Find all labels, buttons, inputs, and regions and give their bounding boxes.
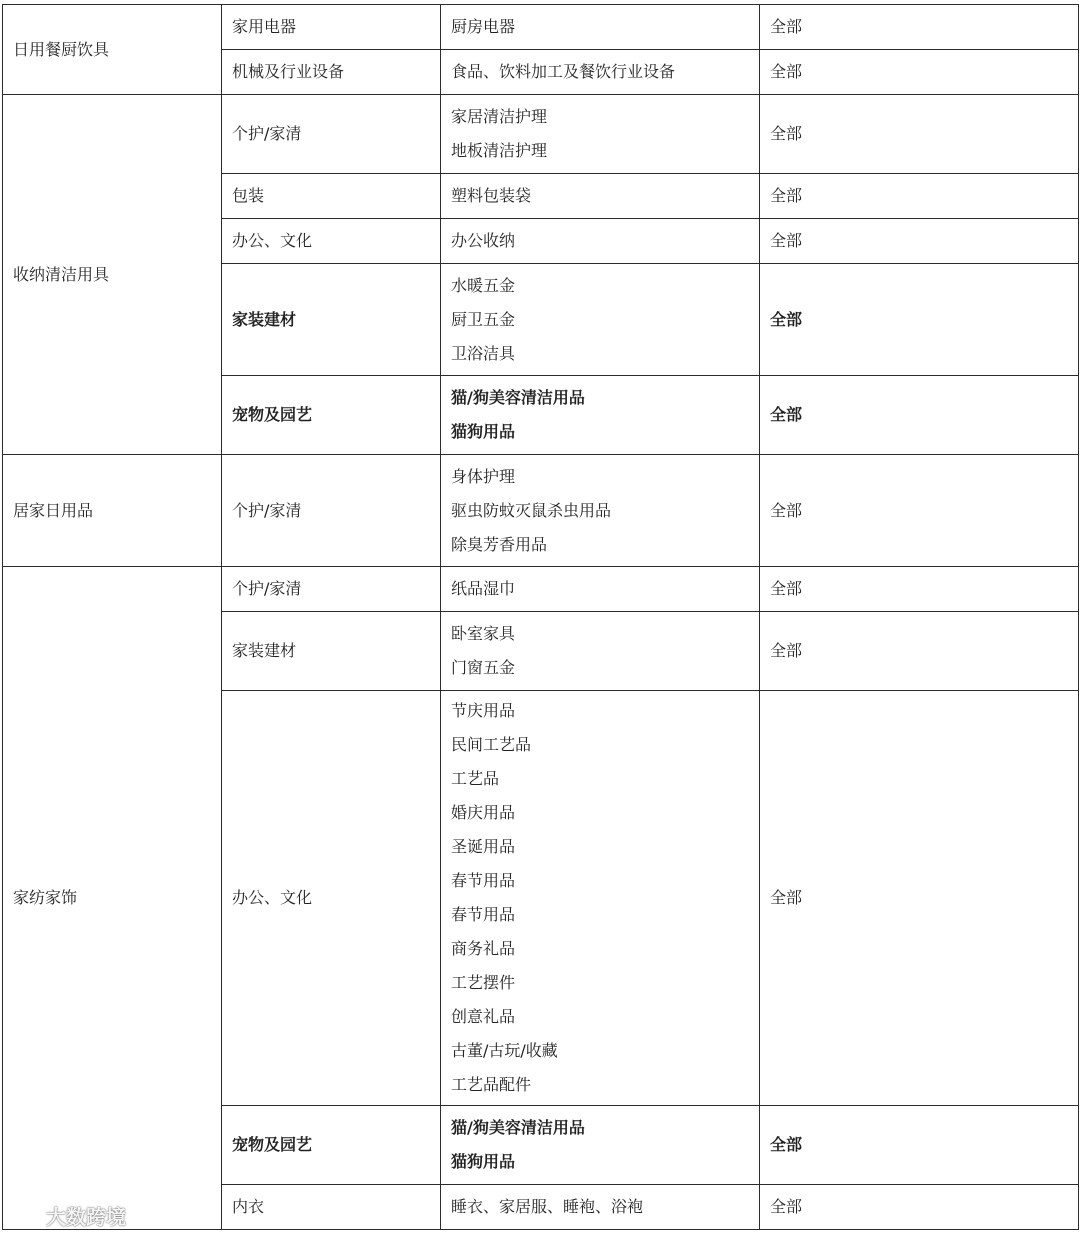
table-row bbox=[3, 5, 1079, 50]
scope-cell bbox=[760, 174, 1079, 219]
item-label: 工艺品配件 bbox=[451, 1075, 532, 1094]
scope-label: 全部 bbox=[770, 231, 803, 250]
subcategory-label: 机械及行业设备 bbox=[232, 62, 345, 81]
scope-cell bbox=[760, 50, 1079, 95]
item-label: 古董/古玩/收藏 bbox=[451, 1041, 558, 1060]
table-row bbox=[3, 95, 1079, 174]
subcategory-label: 包装 bbox=[232, 186, 265, 205]
item-label: 猫狗用品 bbox=[451, 422, 516, 441]
subcategory-cell bbox=[222, 174, 441, 219]
scope-label: 全部 bbox=[770, 309, 803, 329]
scope-cell bbox=[760, 376, 1079, 455]
item-label: 婚庆用品 bbox=[451, 803, 516, 822]
items-cell bbox=[441, 567, 760, 612]
items-cell bbox=[441, 219, 760, 264]
items-cell bbox=[441, 376, 760, 455]
item-label: 春节用品 bbox=[451, 871, 516, 890]
item-label: 水暖五金 bbox=[451, 275, 516, 295]
subcategory-label: 宠物及园艺 bbox=[232, 1135, 313, 1154]
item-label: 创意礼品 bbox=[451, 1007, 516, 1026]
category-cell bbox=[3, 455, 222, 567]
category-label: 家纺家饰 bbox=[13, 888, 78, 907]
scope-label: 全部 bbox=[770, 641, 803, 660]
items-cell bbox=[441, 264, 760, 376]
table-row bbox=[3, 567, 1079, 612]
items-cell bbox=[441, 174, 760, 219]
scope-label: 全部 bbox=[770, 405, 803, 424]
watermark bbox=[10, 1200, 126, 1230]
subcategory-cell bbox=[222, 612, 441, 691]
subcategory-label: 个护/家清 bbox=[232, 579, 302, 598]
subcategory-cell bbox=[222, 95, 441, 174]
subcategory-cell bbox=[222, 376, 441, 455]
scope-cell bbox=[760, 5, 1079, 50]
table-row bbox=[3, 455, 1079, 567]
items-cell bbox=[441, 1106, 760, 1185]
scope-label: 全部 bbox=[770, 1135, 803, 1154]
scope-cell bbox=[760, 691, 1079, 1106]
category-cell bbox=[3, 5, 222, 95]
item-label: 厨房电器 bbox=[451, 17, 516, 36]
items-cell bbox=[441, 95, 760, 174]
items-cell bbox=[441, 455, 760, 567]
item-label: 家居清洁护理 bbox=[451, 107, 548, 126]
item-label: 节庆用品 bbox=[451, 701, 516, 720]
item-label: 纸品湿巾 bbox=[451, 579, 516, 598]
item-label: 圣诞用品 bbox=[451, 837, 516, 856]
item-label: 猫/狗美容清洁用品 bbox=[451, 1118, 585, 1137]
scope-cell bbox=[760, 264, 1079, 376]
category-label: 居家日用品 bbox=[13, 500, 94, 520]
scope-label: 全部 bbox=[770, 579, 803, 598]
items-cell bbox=[441, 691, 760, 1106]
item-label: 工艺摆件 bbox=[451, 973, 516, 992]
item-label: 门窗五金 bbox=[451, 658, 516, 677]
items-cell bbox=[441, 50, 760, 95]
item-label: 食品、饮料加工及餐饮行业设备 bbox=[451, 62, 676, 81]
items-cell bbox=[441, 5, 760, 50]
scope-cell bbox=[760, 612, 1079, 691]
item-label: 地板清洁护理 bbox=[451, 141, 548, 160]
subcategory-cell bbox=[222, 1185, 441, 1230]
subcategory-cell bbox=[222, 1106, 441, 1185]
subcategory-cell bbox=[222, 219, 441, 264]
item-label: 工艺品 bbox=[451, 769, 500, 788]
item-label: 办公收纳 bbox=[451, 231, 516, 250]
scope-cell bbox=[760, 1106, 1079, 1185]
item-label: 塑料包装袋 bbox=[451, 186, 532, 205]
scope-label: 全部 bbox=[770, 17, 803, 36]
chat-bubble-icon bbox=[10, 1202, 40, 1228]
category-label: 日用餐厨饮具 bbox=[13, 39, 110, 59]
item-label: 民间工艺品 bbox=[451, 735, 532, 754]
subcategory-label: 办公、文化 bbox=[232, 231, 313, 250]
item-label: 商务礼品 bbox=[451, 939, 516, 958]
item-label: 身体护理 bbox=[451, 466, 516, 486]
item-label: 卧室家具 bbox=[451, 624, 516, 643]
item-label: 除臭芳香用品 bbox=[451, 534, 548, 554]
subcategory-label: 宠物及园艺 bbox=[232, 405, 313, 424]
category-cell bbox=[3, 567, 222, 1230]
scope-label: 全部 bbox=[770, 1197, 803, 1216]
scope-cell bbox=[760, 95, 1079, 174]
category-cell bbox=[3, 95, 222, 455]
category-table bbox=[2, 4, 1079, 1230]
category-label: 收纳清洁用具 bbox=[13, 264, 110, 284]
subcategory-cell bbox=[222, 5, 441, 50]
subcategory-label: 内衣 bbox=[232, 1197, 265, 1216]
item-label: 卫浴洁具 bbox=[451, 343, 516, 363]
item-label: 驱虫防蚊灭鼠杀虫用品 bbox=[451, 500, 612, 520]
scope-label: 全部 bbox=[770, 186, 803, 205]
subcategory-label: 办公、文化 bbox=[232, 888, 313, 907]
item-label: 猫狗用品 bbox=[451, 1152, 516, 1171]
items-cell bbox=[441, 1185, 760, 1230]
subcategory-cell bbox=[222, 691, 441, 1106]
subcategory-cell bbox=[222, 50, 441, 95]
subcategory-cell bbox=[222, 567, 441, 612]
items-cell bbox=[441, 612, 760, 691]
scope-label: 全部 bbox=[770, 62, 803, 81]
item-label: 厨卫五金 bbox=[451, 309, 516, 329]
subcategory-label: 家用电器 bbox=[232, 17, 297, 36]
subcategory-label: 个护/家清 bbox=[232, 124, 302, 143]
subcategory-label: 个护/家清 bbox=[232, 500, 302, 520]
scope-label: 全部 bbox=[770, 500, 803, 520]
scope-label: 全部 bbox=[770, 888, 803, 907]
item-label: 猫/狗美容清洁用品 bbox=[451, 388, 585, 407]
item-label: 春节用品 bbox=[451, 905, 516, 924]
scope-cell bbox=[760, 1185, 1079, 1230]
scope-cell bbox=[760, 455, 1079, 567]
subcategory-cell bbox=[222, 455, 441, 567]
scope-cell bbox=[760, 567, 1079, 612]
watermark-text: 大数跨境 bbox=[46, 1204, 126, 1229]
scope-label: 全部 bbox=[770, 124, 803, 143]
item-label: 睡衣、家居服、睡袍、浴袍 bbox=[451, 1197, 644, 1216]
subcategory-label: 家装建材 bbox=[232, 309, 297, 329]
scope-cell bbox=[760, 219, 1079, 264]
subcategory-label: 家装建材 bbox=[232, 641, 297, 660]
subcategory-cell bbox=[222, 264, 441, 376]
